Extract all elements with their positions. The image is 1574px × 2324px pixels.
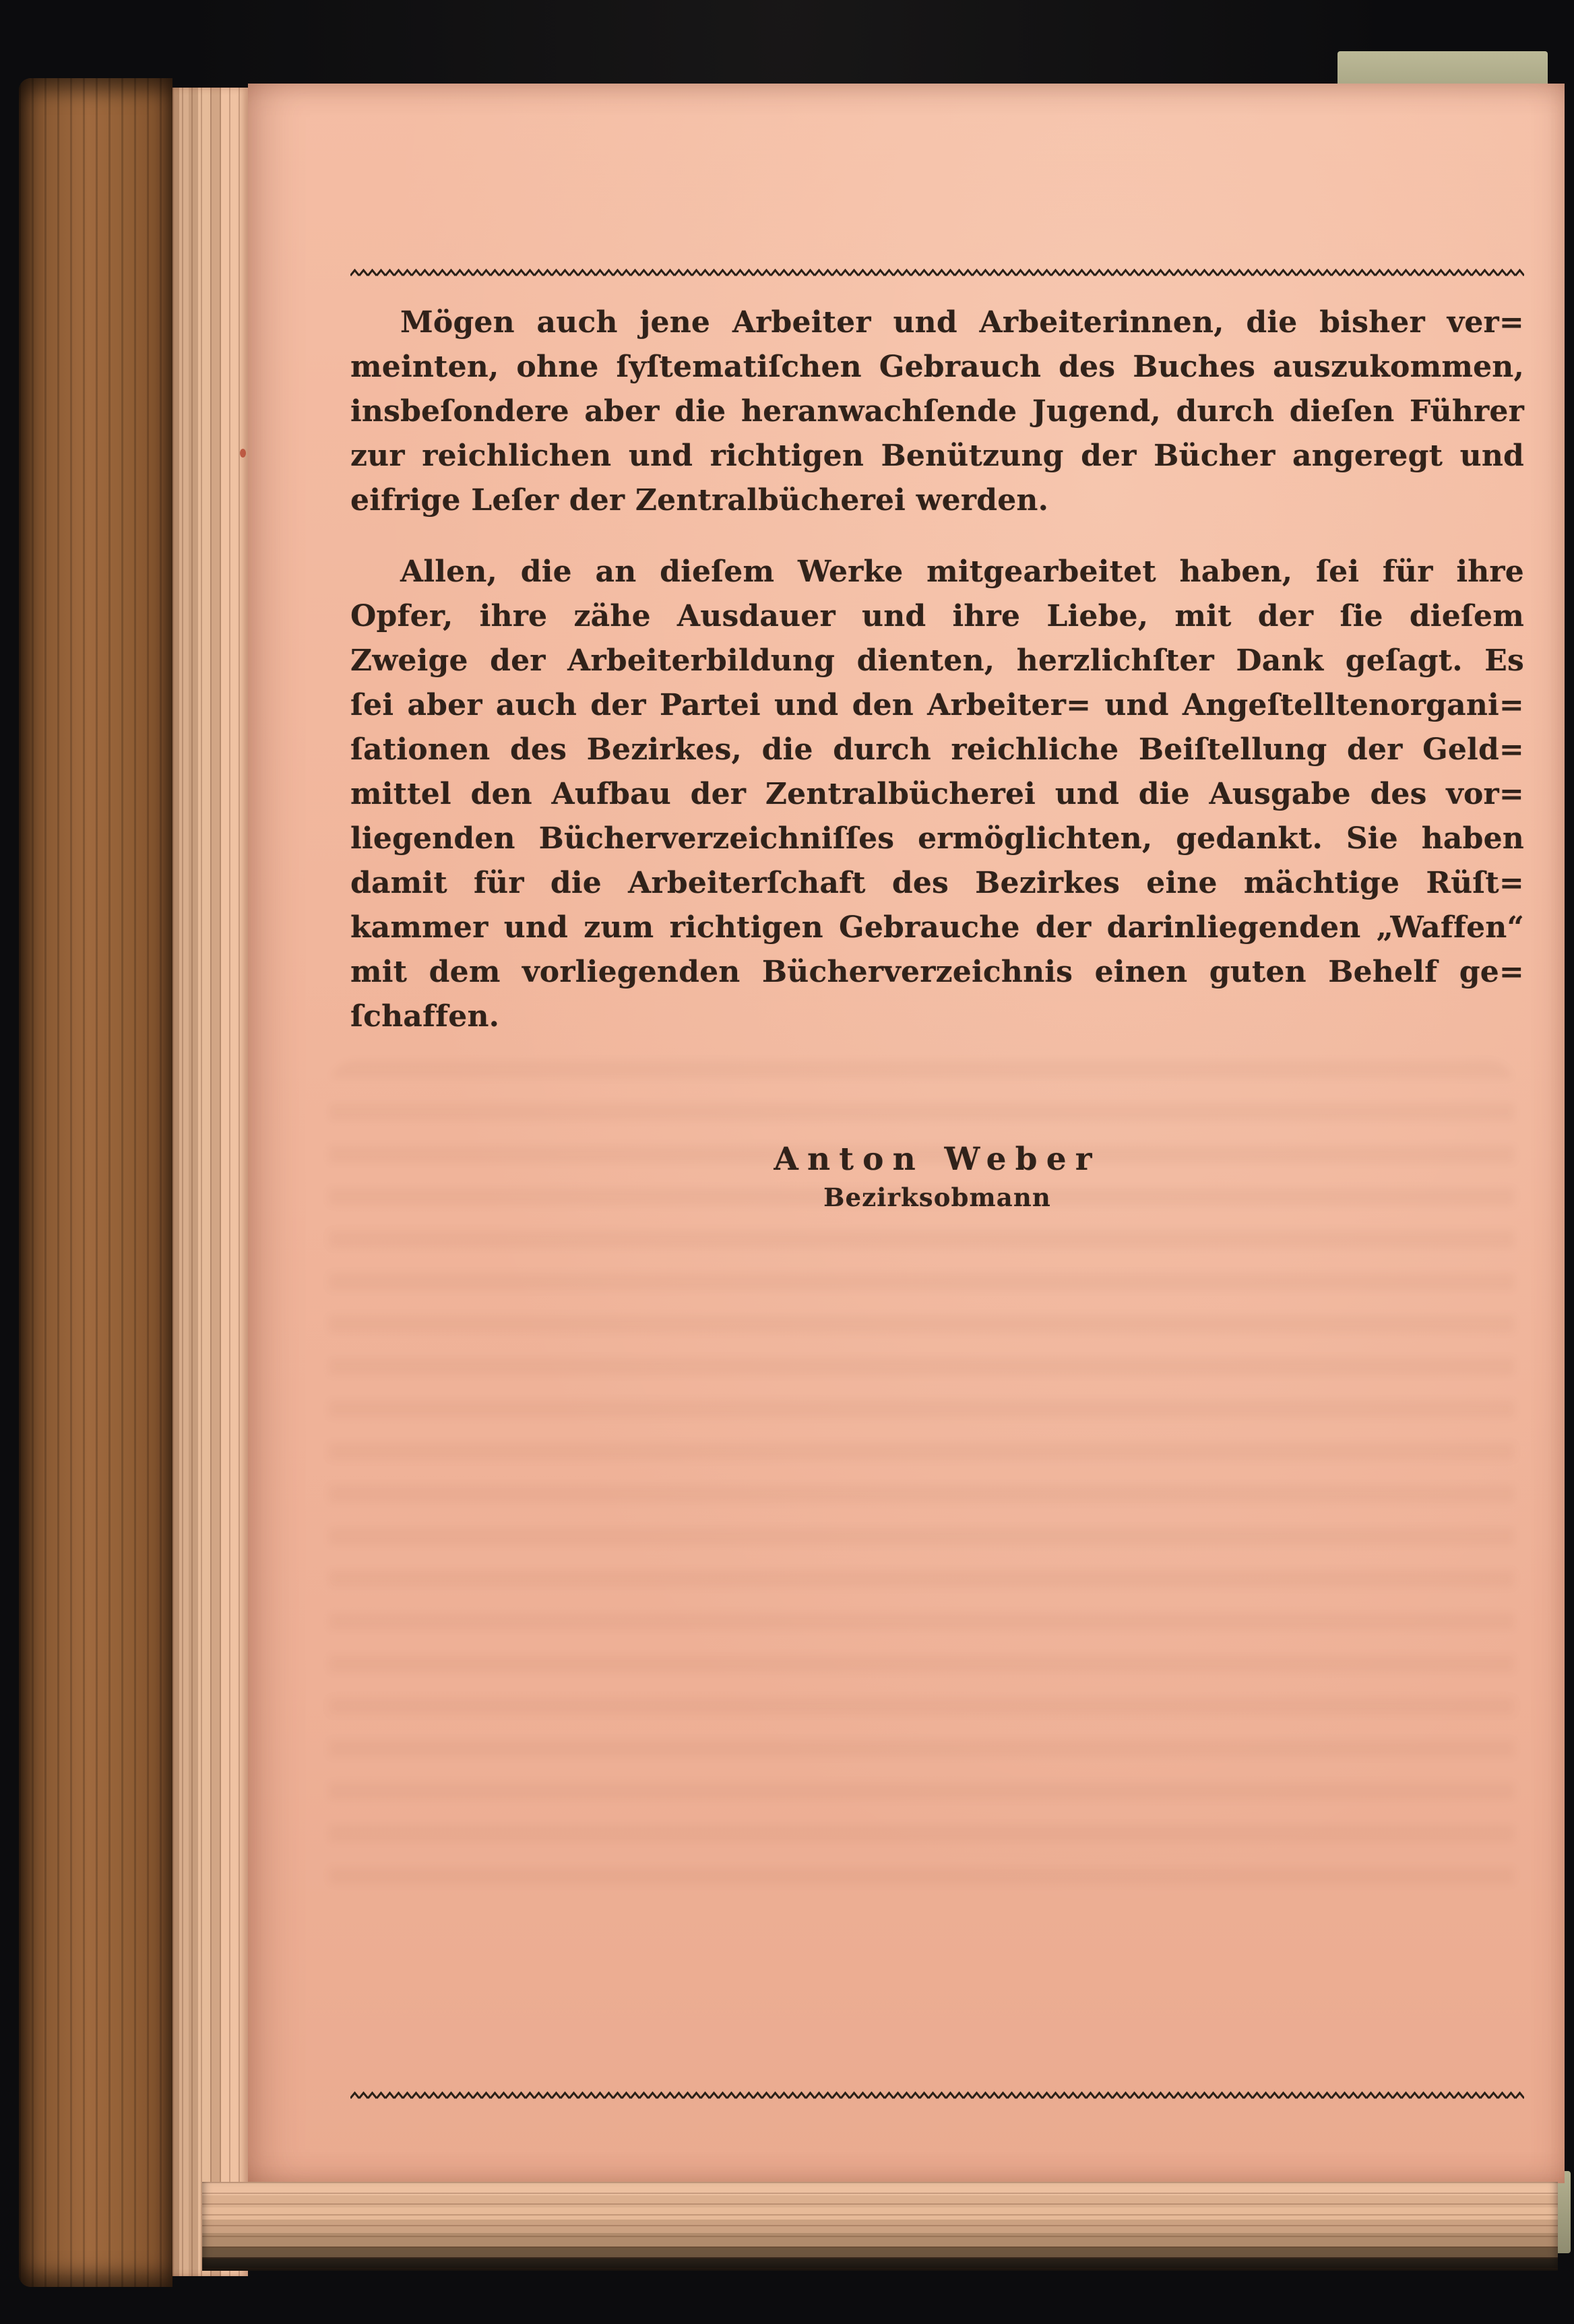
book-page bbox=[248, 84, 1565, 2183]
signature-block bbox=[350, 1139, 1524, 1215]
paragraph-2 bbox=[350, 550, 1524, 1039]
signature-title: Bezirksobmann bbox=[823, 1183, 1051, 1212]
paper-speck bbox=[240, 449, 246, 458]
paragraph-1 bbox=[350, 301, 1524, 523]
text-column bbox=[350, 84, 1524, 2183]
text-line: Mögen auch jene Arbeiter und Arbeiterinnen, die bisher ver= bbox=[400, 305, 1524, 340]
text-line: kammer und zum richtigen Gebrauche der darinliegenden „Waffen“ bbox=[350, 910, 1524, 945]
text-line: mit dem vorliegenden Bücherverzeichnis einen guten Behelf ge= bbox=[350, 955, 1524, 989]
text-line: Zweige der Arbeiterbildung dienten, herzlichſter Dank geſagt. Es bbox=[350, 643, 1524, 678]
signature-name: Anton Weber bbox=[774, 1141, 1101, 1178]
text-line: ſationen des Bezirkes, die durch reichliche Beiſtellung der Geld= bbox=[350, 732, 1524, 767]
zigzag-rule-top bbox=[350, 268, 1524, 278]
zigzag-rule-bottom bbox=[350, 2091, 1524, 2100]
book-spine bbox=[19, 78, 172, 2287]
text-line: Allen, die an dieſem Werke mitgearbeitet haben, ſei für ihre bbox=[400, 555, 1524, 589]
text-line: meinten, ohne ſyſtematiſchen Gebrauch des Buches auszukommen, bbox=[350, 350, 1524, 384]
text-line: eifrige Leſer der Zentralbücherei werden. bbox=[350, 483, 1049, 517]
text-line: ſei aber auch der Partei und den Arbeiter= und Angeſtelltenorgani= bbox=[350, 688, 1524, 722]
text-line: ſchaffen. bbox=[350, 999, 500, 1034]
page-edges-left bbox=[172, 88, 248, 2276]
text-line: mittel den Aufbau der Zentralbücherei und die Ausgabe des vor= bbox=[350, 777, 1524, 811]
text-line: zur reichlichen und richtigen Benützung der Bücher angeregt und bbox=[350, 439, 1524, 473]
text-line: damit für die Arbeiterſchaft des Bezirkes eine mächtige Rüſt= bbox=[350, 866, 1524, 900]
text-line: liegenden Bücherverzeichniſſes ermöglichten, gedankt. Sie haben bbox=[350, 821, 1524, 856]
text-line: Opfer, ihre zähe Ausdauer und ihre Liebe, mit der ſie dieſem bbox=[350, 599, 1524, 633]
page-edges-bottom bbox=[202, 2182, 1558, 2271]
text-line: insbeſondere aber die heranwachſende Jugend, durch dieſen Führer bbox=[350, 394, 1524, 429]
